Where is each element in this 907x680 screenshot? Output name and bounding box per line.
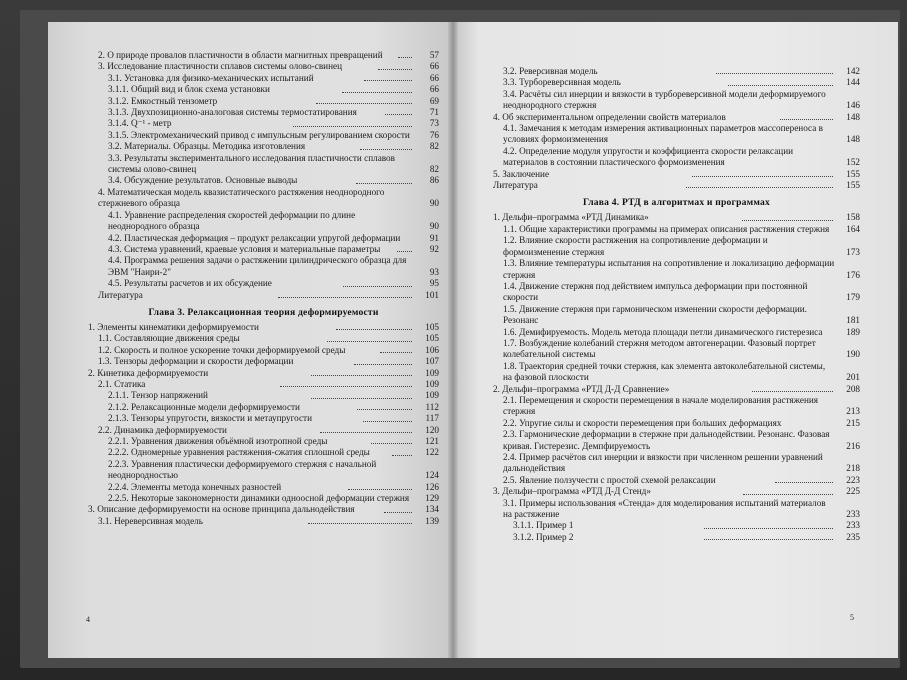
toc-entry-page: 233 bbox=[846, 520, 860, 531]
dot-leader bbox=[363, 421, 412, 422]
toc-entry-title: 3.1. Нереверсивная модель bbox=[98, 515, 203, 526]
dot-leader bbox=[398, 57, 412, 58]
toc-entry bbox=[88, 278, 439, 289]
toc-entry-page: 86 bbox=[429, 175, 439, 186]
toc-entry bbox=[493, 498, 860, 521]
toc-entry-title: 3.1. Установка для физико-механических испытаний bbox=[108, 72, 314, 83]
toc-entry-page: 71 bbox=[429, 107, 440, 118]
toc-entry bbox=[493, 224, 860, 235]
toc-entry bbox=[493, 486, 860, 497]
toc-entry-page: 69 bbox=[429, 95, 440, 106]
toc-entry bbox=[493, 395, 860, 418]
toc-entry-title: 1. Дельфи–программа «РТД Динамика» bbox=[493, 212, 649, 223]
toc-entry bbox=[493, 123, 860, 146]
toc-entry bbox=[493, 235, 860, 258]
dot-leader bbox=[342, 92, 412, 93]
toc-entry-title: 3.4. Обсуждение результатов. Основные выводы bbox=[108, 175, 298, 186]
toc-entry-page: 91 bbox=[429, 232, 439, 243]
toc-entry-title: 2.4. Пример расчётов сил инерции и вязкости при численном решении уравнений дальнодействия bbox=[503, 452, 823, 474]
toc-entry bbox=[88, 322, 439, 333]
toc-entry-page: 93 bbox=[429, 266, 439, 277]
toc-entry-page: 109 bbox=[425, 390, 440, 401]
toc-entry-page: 190 bbox=[846, 349, 860, 360]
toc-entry-page: 92 bbox=[429, 243, 440, 254]
toc-entry-title: 3.1. Примеры использования «Стенда» для моделирования испытаний материалов на растяжение bbox=[503, 497, 826, 520]
toc-entry-page: 76 bbox=[429, 129, 439, 140]
toc-entry-title: 2.2.4. Элементы метода конечных разностей bbox=[108, 481, 282, 492]
toc-list-chapter-4 bbox=[493, 212, 860, 543]
chapter-3-title: Глава 3. Релаксационная теория деформируемости bbox=[148, 306, 379, 318]
toc-entry-page: 57 bbox=[429, 50, 440, 60]
toc-entry-title: 2. Дельфи–программа «РТД Д-Д Сравнение» bbox=[493, 383, 670, 394]
left-page bbox=[48, 22, 453, 658]
dot-leader bbox=[384, 512, 412, 513]
toc-entry-title: 2.2.3. Уравнения пластически деформируемого стержня с начальной неоднородностью bbox=[108, 458, 377, 481]
toc-entry bbox=[88, 175, 439, 186]
toc-entry bbox=[88, 368, 439, 379]
book-gutter bbox=[448, 22, 458, 658]
toc-entry bbox=[493, 384, 860, 395]
toc-entry-title: 1.7. Возбуждение колебаний стержня методом автогенерации. Фазовый портрет колебательной системы bbox=[503, 337, 816, 360]
toc-entry-page: 90 bbox=[429, 198, 439, 209]
dot-leader bbox=[354, 364, 412, 365]
dot-leader bbox=[311, 375, 412, 376]
dot-leader bbox=[704, 539, 833, 540]
toc-entry bbox=[88, 413, 439, 424]
toc-entry bbox=[493, 338, 860, 361]
toc-entry bbox=[88, 244, 439, 255]
toc-entry-title: 3.1.2. Емкостный тензометр bbox=[108, 95, 218, 106]
toc-entry-title: 4.2. Определение модуля упругости и коэффициента скорости релаксации материалов в состоянии пластического формоизменения bbox=[503, 145, 794, 168]
toc-entry bbox=[88, 402, 439, 413]
dot-leader bbox=[742, 220, 833, 221]
toc-entry-title: 2.2. Упругие силы и скорости перемещения при больших деформациях bbox=[503, 417, 782, 428]
toc-entry-title: 2.2. Динамика деформируемости bbox=[98, 424, 227, 435]
toc-entry-page: 225 bbox=[846, 486, 860, 497]
toc-entry-title: 1.2. Скорость и полное ускорение точки деформируемой среды bbox=[98, 344, 346, 355]
toc-entry-title: 1. Элементы кинематики деформируемости bbox=[88, 321, 259, 332]
toc-entry-title: 4.5. Результаты расчетов и их обсуждение bbox=[108, 278, 272, 289]
toc-entry-page: 215 bbox=[846, 417, 860, 428]
dot-leader bbox=[380, 352, 412, 353]
toc-entry bbox=[88, 459, 439, 482]
toc-entry bbox=[88, 130, 439, 141]
dot-leader bbox=[716, 73, 833, 74]
toc-entry bbox=[88, 516, 439, 527]
toc-entry-page: 213 bbox=[846, 406, 860, 417]
dot-leader bbox=[378, 69, 412, 70]
toc-entry-title: 4.4. Программа решения задачи о растяжении цилиндрического образца для ЭВМ "Наири-2" bbox=[108, 255, 407, 277]
dot-leader bbox=[316, 103, 412, 104]
toc-entry bbox=[493, 418, 860, 429]
toc-entry-title: 1.2. Влияние скорости растяжения на сопротивление деформации и формоизменение стержня bbox=[503, 235, 768, 257]
toc-entry-title: 1.1. Составляющие движения среды bbox=[98, 333, 240, 344]
toc-entry-page: 139 bbox=[425, 515, 440, 526]
toc-entry-title: 1.3. Влияние температуры испытания на сопротивление и локализацию деформации стержня bbox=[503, 258, 835, 280]
dot-leader bbox=[311, 398, 412, 399]
toc-entry bbox=[88, 379, 439, 390]
dot-leader bbox=[692, 176, 833, 177]
toc-entry-page: 155 bbox=[846, 168, 861, 179]
toc-entry-page: 101 bbox=[425, 289, 439, 300]
toc-entry-title: 1.8. Траектория средней точки стержня, как элемента автоколебательной системы, на фазовой плоскости bbox=[503, 360, 826, 383]
toc-list-left-top bbox=[88, 50, 439, 301]
toc-entry-title: 1.1. Общие характеристики программы на примерах описания растяжения стержня bbox=[503, 223, 830, 234]
toc-entry-title: 4.2. Пластическая деформация – продукт релаксации упругой деформации bbox=[108, 232, 401, 243]
toc-entry-page: 105 bbox=[425, 333, 440, 344]
toc-entry bbox=[493, 66, 860, 77]
toc-entry-page: 117 bbox=[425, 413, 439, 424]
toc-entry bbox=[88, 50, 439, 61]
toc-entry-title: 5. Заключение bbox=[493, 168, 550, 179]
toc-entry-page: 121 bbox=[425, 436, 440, 446]
toc-entry-title: 3.3. Результаты экспериментального исследования пластичности сплавов системы олово-свинец bbox=[108, 152, 395, 175]
toc-entry-page: 208 bbox=[846, 383, 860, 394]
toc-entry bbox=[88, 493, 439, 504]
toc-entry-title: 3.1.4. Q⁻¹ - метр bbox=[108, 118, 172, 129]
toc-entry bbox=[88, 61, 439, 72]
toc-entry-title: 2.1.3. Тензоры упругости, вязкости и метаупругости bbox=[108, 413, 312, 424]
dot-leader bbox=[348, 489, 412, 490]
toc-entry bbox=[493, 361, 860, 384]
page-number-left: 4 bbox=[86, 615, 90, 624]
toc-entry bbox=[493, 89, 860, 112]
toc-entry-page: 126 bbox=[425, 481, 439, 492]
toc-entry bbox=[88, 504, 439, 515]
toc-entry-page: 82 bbox=[429, 141, 439, 152]
toc-entry-page: 134 bbox=[425, 504, 439, 515]
toc-entry bbox=[493, 169, 860, 180]
dot-leader bbox=[364, 80, 412, 81]
toc-entry-title: 3.1.5. Электромеханический привод с импульсным регулированием скорости bbox=[108, 129, 410, 140]
toc-entry-page: 179 bbox=[846, 292, 860, 303]
toc-entry-title: 2.2.1. Уравнения движения объёмной изотропной среды bbox=[108, 436, 328, 446]
toc-entry-title: 3.1.1. Пример 1 bbox=[513, 520, 574, 531]
toc-entry-page: 176 bbox=[846, 269, 860, 280]
toc-entry bbox=[88, 447, 439, 458]
toc-entry bbox=[493, 281, 860, 304]
toc-entry-page: 129 bbox=[425, 493, 439, 504]
toc-entry-page: 105 bbox=[425, 321, 439, 332]
toc-entry bbox=[493, 146, 860, 169]
toc-entry-title: 4. Математическая модель квазистатического растяжения неоднородного стержневого образца bbox=[98, 186, 385, 209]
toc-entry-title: 3.3. Турбореверсивная модель bbox=[503, 77, 621, 88]
toc-entry-page: 95 bbox=[429, 278, 439, 289]
toc-entry-title: 2.1.2. Релаксационные модели деформируемости bbox=[108, 401, 300, 412]
toc-entry-page: 148 bbox=[846, 111, 861, 122]
dot-leader bbox=[371, 443, 412, 444]
toc-entry-title: 3.1.3. Двухпозиционно-аналоговая системы термостатирования bbox=[108, 107, 357, 118]
toc-entry-page: 223 bbox=[846, 474, 861, 485]
toc-entry-title: 2.2.5. Некоторые закономерности динамики одноосной деформации стержня bbox=[108, 493, 410, 504]
toc-entry-page: 181 bbox=[846, 315, 860, 326]
toc-entry bbox=[493, 212, 860, 223]
toc-entry-title: 1.4. Движение стержня под действием импульса деформации при постоянной скорости bbox=[503, 280, 808, 303]
toc-entry-title: 1.6. Демифируемость. Модель метода площади петли динамического гистерезиса bbox=[503, 326, 823, 337]
dot-leader bbox=[775, 482, 833, 483]
toc-entry-page: 201 bbox=[846, 372, 860, 383]
toc-entry-title: 3.1.2. Пример 2 bbox=[513, 531, 574, 542]
toc-entry-title: 3.2. Реверсивная модель bbox=[503, 66, 598, 76]
dot-leader bbox=[327, 341, 412, 342]
toc-entry-page: 107 bbox=[425, 356, 440, 367]
dot-leader bbox=[343, 286, 412, 287]
dot-leader bbox=[743, 494, 833, 495]
toc-entry-page: 142 bbox=[846, 66, 860, 76]
toc-entry bbox=[88, 255, 439, 278]
toc-entry-page: 66 bbox=[429, 72, 440, 83]
toc-entry bbox=[493, 520, 860, 531]
toc-entry bbox=[493, 475, 860, 486]
toc-entry-title: 1.3. Тензоры деформации и скорости деформации bbox=[98, 356, 294, 367]
toc-entry-title: 2.5. Явление ползучести с простой схемой релаксации bbox=[503, 474, 716, 485]
toc-entry bbox=[493, 180, 860, 191]
dot-leader bbox=[728, 85, 833, 86]
toc-entry-title: 2. О природе провалов пластичности в области магнитных превращений bbox=[98, 50, 383, 60]
toc-entry-title: Литература bbox=[493, 180, 538, 191]
toc-entry bbox=[88, 187, 439, 210]
toc-entry-title: Литература bbox=[98, 289, 143, 300]
dot-leader bbox=[278, 297, 412, 298]
toc-entry bbox=[88, 210, 439, 233]
dot-leader bbox=[293, 126, 412, 127]
dot-leader bbox=[686, 187, 833, 188]
dot-leader bbox=[397, 251, 412, 252]
toc-entry-page: 144 bbox=[846, 77, 860, 88]
dot-leader bbox=[356, 183, 412, 184]
toc-entry-page: 173 bbox=[846, 246, 860, 257]
toc-entry-page: 216 bbox=[846, 440, 860, 451]
toc-entry-title: 4.1. Замечания к методам измерения активационных параметров массопереноса в условиях формоизменения bbox=[503, 123, 823, 145]
toc-entry-title: 3.4. Расчёты сил инерции и вязкости в турбореверсивной модели деформируемого неоднородного стержня bbox=[503, 88, 826, 111]
toc-entry-title: 1.5. Движение стержня при гармоническом изменении скорости деформации. Резонанс bbox=[503, 303, 807, 326]
dot-leader bbox=[336, 329, 412, 330]
toc-entry-title: 4. Об экспериментальном определении свойств материалов bbox=[493, 111, 726, 122]
toc-entry bbox=[88, 233, 439, 244]
toc-list-chapter-3 bbox=[88, 322, 439, 527]
toc-entry bbox=[88, 96, 439, 107]
toc-entry-page: 90 bbox=[429, 221, 439, 232]
toc-entry-page: 120 bbox=[425, 424, 440, 435]
toc-entry bbox=[88, 84, 439, 95]
toc-entry-page: 235 bbox=[846, 531, 860, 542]
toc-entry-title: 3. Дельфи–программа «РТД Д-Д Стенд» bbox=[493, 486, 651, 497]
toc-entry-title: 2.2.2. Одномерные уравнения растяжения-сжатия сплошной среды bbox=[108, 447, 370, 458]
toc-entry bbox=[88, 107, 439, 118]
toc-entry-page: 112 bbox=[425, 401, 439, 412]
toc-entry-title: 2.1. Перемещения и скорости перемещения в начале моделирования растяжения стержня bbox=[503, 394, 819, 417]
toc-entry bbox=[88, 73, 439, 84]
toc-entry bbox=[88, 390, 439, 401]
toc-entry bbox=[493, 429, 860, 452]
toc-entry-title: 4.3. Система уравнений, краевые условия и материальные параметры bbox=[108, 243, 381, 254]
toc-entry-page: 109 bbox=[425, 367, 439, 378]
toc-entry-title: 2.1. Статика bbox=[98, 378, 146, 389]
toc-entry bbox=[88, 153, 439, 176]
chapter-4-title: Глава 4. РТД в алгоритмах и программах bbox=[582, 197, 770, 209]
toc-entry-page: 164 bbox=[846, 223, 860, 234]
page-number-right: 5 bbox=[850, 613, 854, 622]
toc-entry bbox=[88, 333, 439, 344]
toc-entry-page: 155 bbox=[846, 180, 860, 191]
toc-entry bbox=[88, 482, 439, 493]
dot-leader bbox=[385, 114, 412, 115]
toc-entry-page: 158 bbox=[846, 212, 860, 223]
dot-leader bbox=[357, 409, 412, 410]
toc-entry-title: 3.2. Материалы. Образцы. Методика изготовления bbox=[108, 141, 306, 152]
toc-entry-title: 4.1. Уравнение распределения скоростей деформации по длине неоднородного образца bbox=[108, 209, 356, 232]
toc-entry bbox=[493, 77, 860, 88]
dot-leader bbox=[280, 386, 412, 387]
dot-leader bbox=[704, 528, 833, 529]
toc-entry-page: 152 bbox=[846, 157, 860, 168]
dot-leader bbox=[308, 523, 412, 524]
toc-list-right-top bbox=[493, 66, 860, 191]
toc-entry-title: 2. Кинетика деформируемости bbox=[88, 367, 209, 378]
toc-entry bbox=[88, 425, 439, 436]
toc-entry-page: 73 bbox=[429, 118, 440, 129]
toc-entry-page: 148 bbox=[846, 134, 860, 145]
toc-entry-page: 109 bbox=[425, 378, 440, 389]
toc-entry-page: 124 bbox=[425, 470, 439, 481]
dot-leader bbox=[752, 391, 833, 392]
toc-entry bbox=[493, 304, 860, 327]
right-page bbox=[453, 22, 898, 658]
toc-entry-page: 122 bbox=[425, 447, 440, 458]
toc-entry-title: 3. Исследование пластичности сплавов системы олово-свинец bbox=[98, 61, 342, 72]
toc-entry bbox=[88, 118, 439, 129]
toc-entry-page: 146 bbox=[846, 100, 860, 111]
toc-entry-title: 3. Описание деформируемости на основе принципа дальнодействия bbox=[88, 504, 355, 515]
dot-leader bbox=[780, 119, 833, 120]
toc-entry-title: 2.3. Гармонические деформации в стержне при дальнодействии. Резонанс. Фазовая кривая. Гистерезис. Демпфируемость bbox=[503, 429, 830, 451]
dot-leader bbox=[320, 432, 412, 433]
toc-entry bbox=[88, 345, 439, 356]
toc-entry bbox=[88, 141, 439, 152]
toc-entry-page: 66 bbox=[429, 84, 440, 95]
toc-entry-page: 66 bbox=[429, 61, 440, 72]
toc-entry-title: 3.1.1. Общий вид и блок схема установки bbox=[108, 84, 270, 95]
toc-entry bbox=[493, 112, 860, 123]
toc-entry bbox=[493, 258, 860, 281]
toc-entry-title: 2.1.1. Тензор напряжений bbox=[108, 390, 208, 401]
toc-entry bbox=[493, 452, 860, 475]
toc-entry-page: 218 bbox=[846, 463, 860, 474]
toc-entry-page: 82 bbox=[429, 164, 439, 175]
toc-entry bbox=[88, 290, 439, 301]
toc-entry-page: 106 bbox=[425, 344, 440, 355]
toc-entry-page: 189 bbox=[846, 326, 860, 337]
toc-entry bbox=[88, 436, 439, 447]
toc-entry bbox=[493, 532, 860, 543]
dot-leader bbox=[360, 149, 412, 150]
toc-entry bbox=[88, 356, 439, 367]
dot-leader bbox=[392, 455, 412, 456]
toc-entry-page: 233 bbox=[846, 509, 860, 520]
toc-entry bbox=[493, 327, 860, 338]
